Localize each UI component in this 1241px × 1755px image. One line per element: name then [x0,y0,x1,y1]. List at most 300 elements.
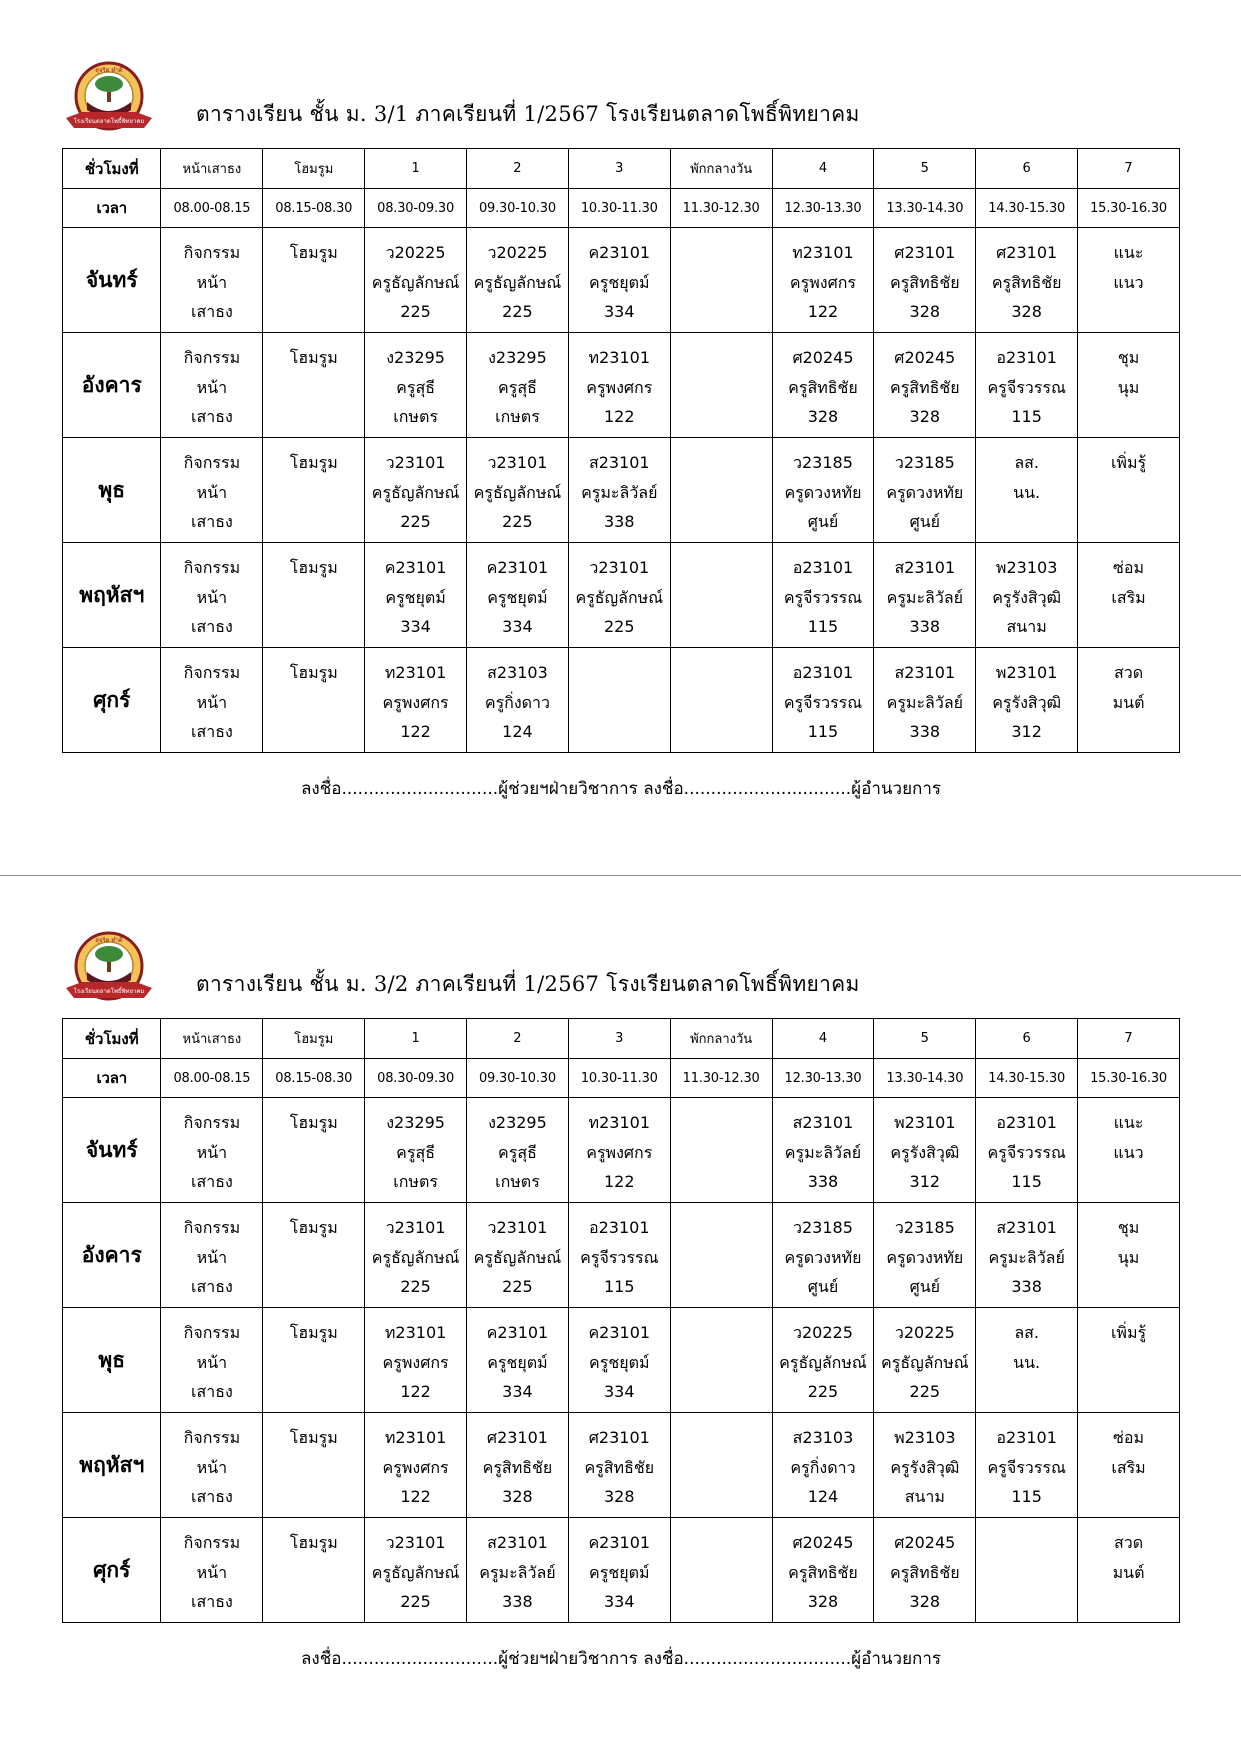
period-content [1078,1413,1179,1482]
period-line: ครูมะลิวัลย์ [784,1142,862,1162]
day-name: พฤหัสฯ [63,543,161,648]
day-row [63,1098,1180,1203]
period-cell [365,1203,467,1308]
period-line: หน้า [196,1457,228,1477]
day-name: พฤหัสฯ [63,1413,161,1518]
period-cell [161,648,263,753]
period-line: แนว [1113,1142,1144,1162]
period-line: อ23101 [996,348,1057,367]
period-line: ครูพงศกร [382,1352,449,1372]
period-line: โฮมรูม [289,1533,338,1552]
schedule-section-1 [62,58,1180,802]
period-line: ศูนย์ [807,512,839,531]
period-cell [976,1413,1078,1518]
period-content [773,228,874,327]
period-line: มนต์ [1112,692,1145,712]
period-cell [976,1098,1078,1203]
period-content [365,228,466,327]
period-content [773,333,874,432]
period-line: 225 [400,512,431,531]
period-line: 225 [604,617,635,636]
period-line: เสาธง [191,302,233,321]
period-cell [161,1203,263,1308]
period-cell [365,1413,467,1518]
period-line: 328 [1011,302,1042,321]
period-content [365,1518,466,1617]
period-cell [467,438,569,543]
time-cell: 11.30-12.30 [670,1059,772,1098]
period-cell [976,543,1078,648]
period-content [569,1518,670,1617]
period-line: 122 [400,1382,431,1401]
period-line: เกษตร [393,1172,438,1191]
period-cell [874,648,976,753]
header-cell: 6 [976,149,1078,189]
period-line: ครูสิทธิชัย [482,1457,553,1477]
period-cell [568,228,670,333]
period-content [161,648,262,747]
period-line: ส23101 [996,1218,1057,1237]
period-content [671,648,772,658]
period-cell [161,1413,263,1518]
day-row [63,1413,1180,1518]
header-cell: 7 [1078,149,1180,189]
period-line: ครูรังสิวุฒิ [890,1142,960,1162]
time-cell: 08.00-08.15 [161,189,263,228]
school-logo-icon [62,58,156,138]
header-cell: 7 [1078,1019,1180,1059]
period-line: อ23101 [792,558,854,577]
period-line: พ23101 [894,1113,956,1132]
period-line: เสาธง [191,1382,233,1401]
period-content [263,1413,364,1453]
period-line: ท23101 [384,1428,447,1447]
period-cell [1078,1098,1180,1203]
period-line: ชุม [1117,1218,1140,1237]
period-line: ซ่อม [1113,558,1145,577]
period-content [263,543,364,583]
period-line: 328 [604,1487,635,1506]
period-line: พ23101 [995,663,1058,682]
day-row [63,228,1180,333]
period-line: ครูธัญลักษณ์ [473,482,562,502]
period-line: ครูธัญลักษณ์ [371,482,460,502]
period-cell [1078,1203,1180,1308]
period-cell [670,1308,772,1413]
period-line: ว23185 [894,453,955,472]
header-cell: โฮมรูม [263,149,365,189]
period-line: หน้า [196,1562,228,1582]
period-line: กิจกรรม [183,1533,241,1552]
period-content [263,1308,364,1348]
period-content [569,543,670,642]
period-line: ส23103 [487,663,548,682]
period-line: ศูนย์ [909,512,941,531]
period-line: ครูธัญลักษณ์ [371,1562,460,1582]
period-content [365,1203,466,1302]
header-cell: หน้าเสาธง [161,1019,263,1059]
period-line: ครูธัญลักษณ์ [575,587,664,607]
time-cell: 08.15-08.30 [263,1059,365,1098]
timetable [62,148,1180,753]
period-line: นน. [1013,482,1041,502]
period-content [976,1098,1077,1197]
period-content [161,1518,262,1617]
period-line: อ23101 [589,1218,650,1237]
period-line: 225 [502,512,533,531]
period-content [263,1098,364,1138]
period-line: 338 [909,722,941,741]
header-row [63,149,1180,189]
period-line: โฮมรูม [289,1218,338,1237]
period-line: ครูมะลิวัลย์ [886,692,964,712]
period-cell [263,1518,365,1623]
period-line: เสาธง [191,617,233,636]
period-content [365,438,466,537]
period-line: ครูชยุตม์ [487,1352,548,1372]
period-content [976,333,1077,432]
period-cell [263,333,365,438]
time-cell: เวลา [63,189,161,228]
period-cell [467,1308,569,1413]
period-cell [568,1308,670,1413]
day-row [63,543,1180,648]
period-content [161,1413,262,1512]
period-content [365,333,466,432]
period-line: ว23185 [894,1218,955,1237]
time-cell: 09.30-10.30 [467,189,569,228]
period-line: ศ23101 [894,243,956,262]
period-line: ครูธัญลักษณ์ [473,272,562,292]
period-cell [365,228,467,333]
period-line: กิจกรรม [183,1218,241,1237]
period-line: แนะ [1113,1113,1144,1132]
period-cell [772,1203,874,1308]
period-content [1078,1518,1179,1587]
period-content [569,1203,670,1302]
period-line: ค23101 [588,1323,651,1342]
period-content [671,438,772,448]
period-content [569,648,670,658]
period-cell [874,438,976,543]
period-cell [670,438,772,543]
period-cell [874,333,976,438]
period-content [976,1518,1077,1528]
period-line: ครูดวงหทัย [784,482,862,502]
period-content [874,228,975,327]
day-name: จันทร์ [63,228,161,333]
period-line: ง23295 [386,1113,445,1132]
period-content [671,1308,772,1318]
period-line: ครูชยุตม์ [589,1562,650,1582]
period-cell [263,438,365,543]
header-cell: 5 [874,149,976,189]
period-line: สวด [1113,663,1144,682]
period-line: อ23101 [996,1428,1057,1447]
period-content [365,1098,466,1197]
period-cell [365,333,467,438]
period-line: มนต์ [1112,1562,1145,1582]
day-row [63,1203,1180,1308]
period-cell [467,1413,569,1518]
period-cell [976,1518,1078,1623]
period-line: ครูธัญลักษณ์ [881,1352,969,1372]
period-line: 225 [400,1592,431,1611]
period-cell [365,648,467,753]
period-line: นุม [1117,377,1140,397]
time-row [63,189,1180,228]
period-content [161,543,262,642]
period-line: ลส. [1014,1323,1039,1342]
period-line: ครูมะลิวัลย์ [581,482,658,502]
period-line: พ23103 [995,558,1058,577]
period-line: 338 [909,617,941,636]
period-line: ครูสิทธิชัย [584,1457,655,1477]
period-cell [568,648,670,753]
period-line: เสริม [1111,587,1146,607]
period-line: ท23101 [384,663,447,682]
period-line: ค23101 [486,1323,549,1342]
schedule-section-2 [62,928,1180,1672]
school-logo-icon [62,928,156,1008]
day-name: พุธ [63,438,161,543]
period-line: กิจกรรม [183,1113,241,1132]
period-line: อ23101 [996,1113,1057,1132]
period-line: 334 [502,617,533,636]
header-cell: 1 [365,149,467,189]
period-content [161,333,262,432]
day-row [63,333,1180,438]
period-line: 328 [909,1592,941,1611]
period-content [467,1203,568,1302]
signature-line: ลงชื่อ.............................ผู้ช่วยฯฝ่ายวิชาการ ลงชื่อ...............................ผู้อำนวยการ [301,1649,941,1669]
period-line: ส23103 [792,1428,854,1447]
period-line: ว20225 [487,243,548,262]
period-line: 115 [1011,407,1042,426]
header-cell: 3 [568,1019,670,1059]
logo-top-text: สุจริต ทำดี [95,937,123,944]
period-line: ครูมะลิวัลย์ [988,1247,1065,1267]
period-line: 338 [807,1172,839,1191]
period-cell [467,543,569,648]
period-content [569,1098,670,1197]
period-content [874,1413,975,1512]
period-line: ครูชยุตม์ [589,272,650,292]
period-cell [1078,228,1180,333]
period-line: ง23295 [488,1113,547,1132]
time-cell: 13.30-14.30 [874,189,976,228]
period-line: หน้า [196,1247,228,1267]
period-content [467,228,568,327]
header-cell: 2 [467,1019,569,1059]
header-cell: โฮมรูม [263,1019,365,1059]
period-line: กิจกรรม [183,348,241,367]
period-content [874,438,975,537]
period-line: 225 [400,302,431,321]
period-line: ครูจีรวรรณ [580,1247,659,1267]
period-line: ค23101 [588,1533,651,1552]
period-content [467,543,568,642]
period-cell [1078,333,1180,438]
period-line: ท23101 [588,348,650,367]
period-cell [365,543,467,648]
header-cell: 2 [467,149,569,189]
period-cell [670,333,772,438]
period-content [773,1098,874,1197]
period-line: ครูรังสิวุฒิ [992,587,1062,607]
period-cell [568,438,670,543]
period-cell [670,228,772,333]
header-cell: ชั่วโมงที่ [63,1019,161,1059]
period-line: ศ20245 [894,348,956,367]
period-line: กิจกรรม [183,243,241,262]
period-line: 122 [604,407,635,426]
logo-bottom-text: โรงเรียนตลาดโพธิ์พิทยาคม [73,118,145,125]
period-content [976,1308,1077,1377]
period-line: ส23101 [894,558,956,577]
period-line: สนาม [904,1487,945,1506]
period-cell [670,1518,772,1623]
period-line: ศ23101 [588,1428,650,1447]
period-cell [1078,1518,1180,1623]
period-line: ครูชยุตม์ [589,1352,650,1372]
period-content [671,1518,772,1528]
period-line: ว20225 [793,1323,853,1342]
schedule-title: ตารางเรียน ชั้น ม. 3/2 ภาคเรียนที่ 1/2567 โรงเรียนตลาดโพธิ์พิทยาคม [196,972,860,996]
period-line: เสาธง [191,1277,233,1296]
period-line: ครูจีรวรรณ [987,1457,1066,1477]
period-cell [365,438,467,543]
time-cell: 08.15-08.30 [263,189,365,228]
period-cell [874,228,976,333]
period-content [569,1413,670,1512]
period-cell [976,1203,1078,1308]
period-line: ครูดวงหทัย [886,1247,964,1267]
period-line: 225 [400,1277,431,1296]
period-content [1078,333,1179,402]
period-line: ง23295 [488,348,547,367]
period-cell [976,648,1078,753]
period-content [773,1308,874,1407]
period-cell [467,1203,569,1308]
period-cell [772,1308,874,1413]
period-line: 115 [807,617,839,636]
period-cell [670,543,772,648]
period-line: 122 [604,1172,635,1191]
period-line: ว23101 [487,453,548,472]
period-line: กิจกรรม [183,453,241,472]
period-content [365,1308,466,1407]
period-line: ครูพงศกร [586,1142,653,1162]
time-cell: 11.30-12.30 [670,189,772,228]
period-line: 312 [1011,722,1042,741]
period-line: 328 [502,1487,533,1506]
header-cell: หน้าเสาธง [161,149,263,189]
period-line: หน้า [196,272,228,292]
header-cell: ชั่วโมงที่ [63,149,161,189]
period-line: 334 [502,1382,533,1401]
period-line: กิจกรรม [183,663,241,682]
period-line: ครูพงศกร [586,377,653,397]
schedule-header [62,58,1180,148]
period-content [1078,1098,1179,1167]
time-cell: 08.30-09.30 [365,189,467,228]
logo-bottom-text: โรงเรียนตลาดโพธิ์พิทยาคม [73,988,145,995]
period-line: ว20225 [385,243,446,262]
period-cell [161,1518,263,1623]
period-cell [772,228,874,333]
period-line: หน้า [196,1142,228,1162]
period-line: ครูสุธี [396,1142,435,1162]
period-line: ครูกิ่งดาว [790,1457,856,1477]
period-line: ครูธัญลักษณ์ [473,1247,562,1267]
period-cell [568,1203,670,1308]
day-name: อังคาร [63,1203,161,1308]
period-content [976,543,1077,642]
period-cell [365,1098,467,1203]
period-content [773,543,874,642]
period-content [976,228,1077,327]
period-line: 122 [400,1487,431,1506]
header-cell: 1 [365,1019,467,1059]
period-cell [263,1308,365,1413]
period-line: ครูชยุตม์ [385,587,446,607]
period-cell [467,333,569,438]
period-line: หน้า [196,1352,228,1372]
period-cell [772,438,874,543]
period-cell [161,228,263,333]
day-name: ศุกร์ [63,648,161,753]
period-line: เสาธง [191,1592,233,1611]
time-row [63,1059,1180,1098]
time-cell: 09.30-10.30 [467,1059,569,1098]
period-line: ครูธัญลักษณ์ [371,1247,460,1267]
time-cell: 14.30-15.30 [976,189,1078,228]
header-cell: 4 [772,149,874,189]
period-content [671,1413,772,1423]
period-cell [772,543,874,648]
period-cell [874,1203,976,1308]
period-line: 225 [502,1277,533,1296]
period-line: ครูพงศกร [382,692,449,712]
period-line: เกษตร [393,407,438,426]
period-cell [976,333,1078,438]
period-line: 328 [909,302,941,321]
period-line: ส23101 [894,663,956,682]
period-line: เสาธง [191,512,233,531]
period-content [467,333,568,432]
period-content [874,1203,975,1302]
period-content [569,438,670,537]
period-cell [976,228,1078,333]
day-name: อังคาร [63,333,161,438]
period-cell [365,1518,467,1623]
time-cell: 10.30-11.30 [568,1059,670,1098]
period-content [874,1518,975,1617]
day-name: ศุกร์ [63,1518,161,1623]
period-line: กิจกรรม [183,1428,241,1447]
time-cell: 08.30-09.30 [365,1059,467,1098]
period-line: ซ่อม [1113,1428,1145,1447]
period-content [467,1518,568,1617]
period-line: โฮมรูม [289,1113,338,1132]
period-line: นน. [1013,1352,1041,1372]
period-content [161,438,262,537]
period-line: ท23101 [792,243,854,262]
period-line: ส23101 [487,1533,548,1552]
day-row [63,1518,1180,1623]
period-line: ศูนย์ [807,1277,839,1296]
